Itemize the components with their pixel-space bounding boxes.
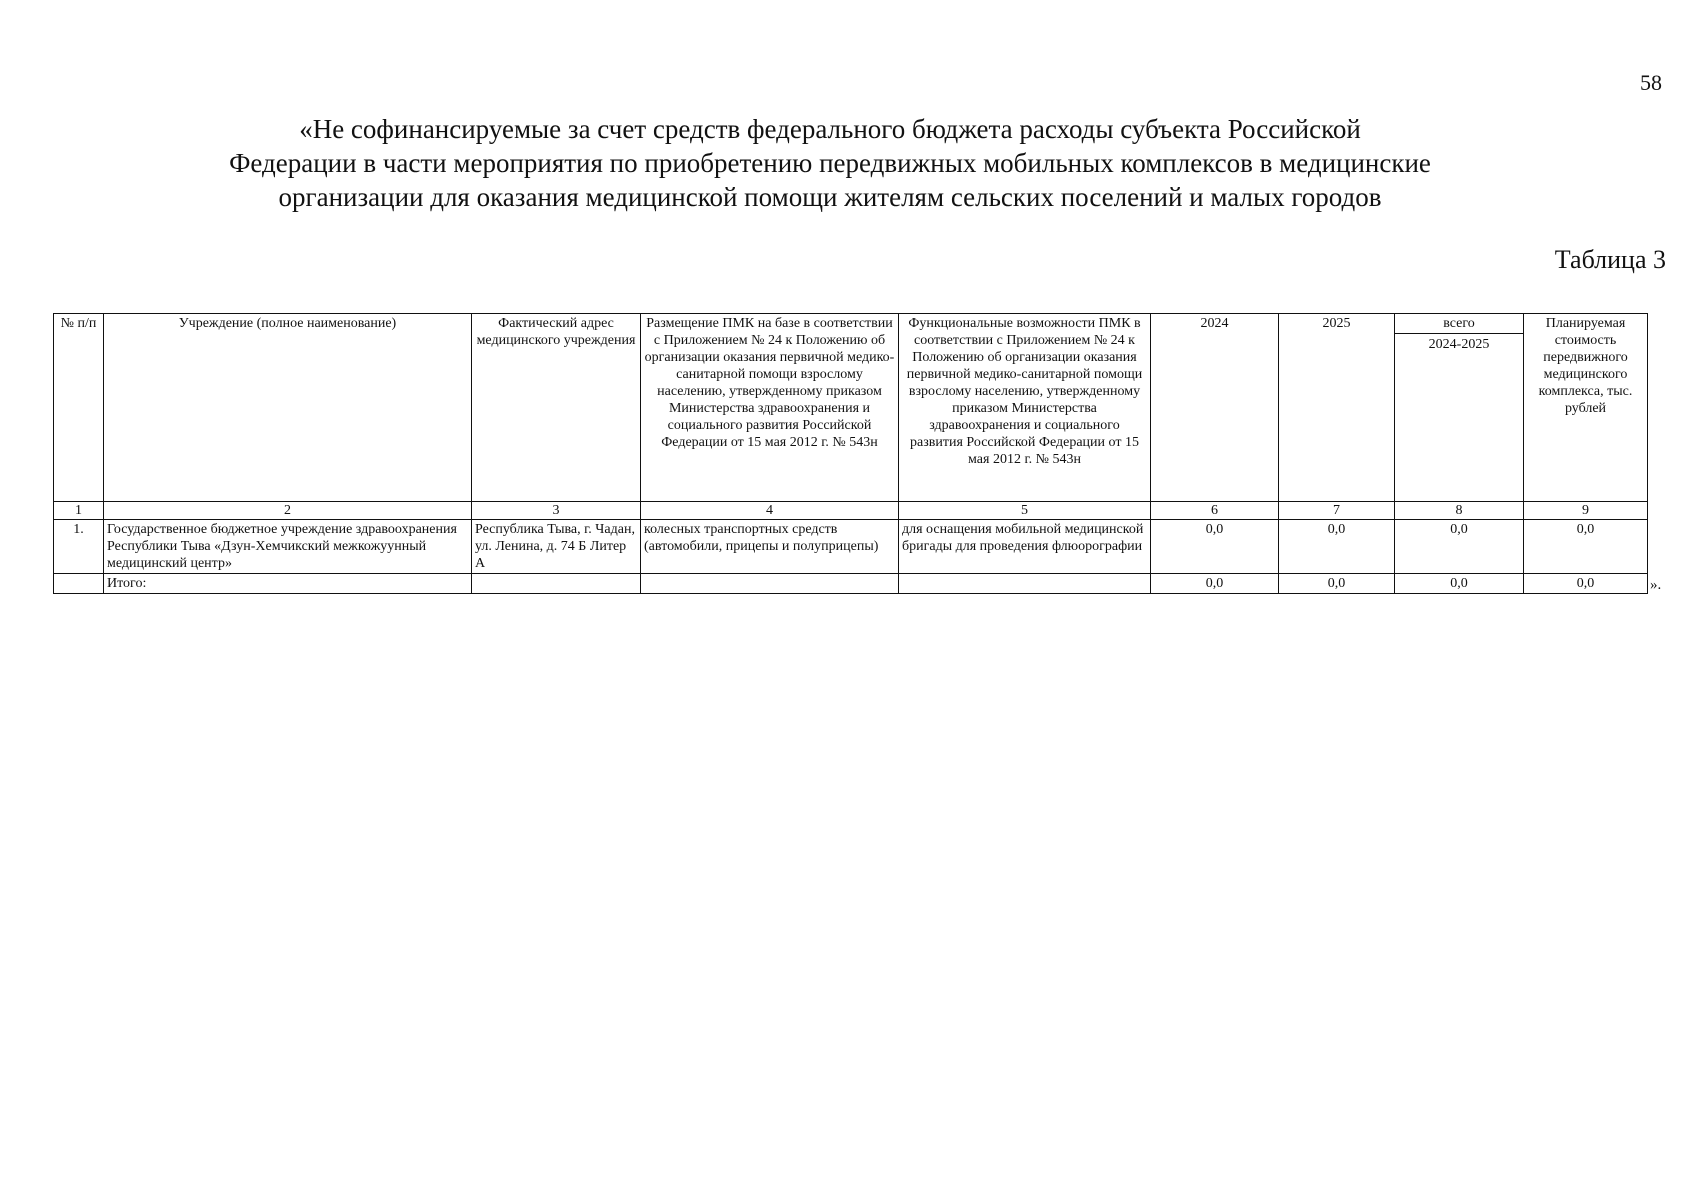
column-number: 1 xyxy=(54,502,104,520)
total-all: 0,0 xyxy=(1395,574,1524,594)
closing-quote: ». xyxy=(1650,577,1662,593)
expenses-table xyxy=(53,313,1648,594)
header-total xyxy=(1395,314,1524,502)
page-title xyxy=(180,112,1480,214)
total-cost: 0,0 xyxy=(1524,574,1648,594)
header-cost: Планируемая стоимость передвижного медицинского комплекса, тыс. рублей xyxy=(1524,314,1648,502)
title-line: «Не софинансируемые за счет средств федерального бюджета расходы субъекта Российской xyxy=(299,114,1361,144)
title-line: Федерации в части мероприятия по приобретению передвижных мобильных комплексов в медицинские xyxy=(229,148,1431,178)
total-row-empty xyxy=(899,574,1151,594)
header-num: № п/п xyxy=(54,314,104,502)
value-cost: 0,0 xyxy=(1524,520,1648,574)
total-2025: 0,0 xyxy=(1279,574,1395,594)
title-line: организации для оказания медицинской помощи жителям сельских поселений и малых городов xyxy=(278,182,1382,212)
header-2024: 2024 xyxy=(1151,314,1279,502)
header-placement: Размещение ПМК на базе в соответствии с Приложением № 24 к Положению об организации оказания первичной медико-санитарной помощи взрослому населению, утвержденному приказом Министерства здравоохранения и социального развития Российской Федерации от 15 мая 2012 г. № 543н xyxy=(641,314,899,502)
column-number: 7 xyxy=(1279,502,1395,520)
column-number: 3 xyxy=(472,502,641,520)
value-2025: 0,0 xyxy=(1279,520,1395,574)
column-number: 8 xyxy=(1395,502,1524,520)
column-number: 2 xyxy=(104,502,472,520)
header-total-period: 2024-2025 xyxy=(1428,337,1490,352)
header-row xyxy=(54,314,1648,502)
placement-cell: колесных транспортных средств (автомобили, прицепы и полуприцепы) xyxy=(641,520,899,574)
table-row xyxy=(54,520,1648,574)
address-cell: Республика Тыва, г. Чадан, ул. Ленина, д. 74 Б Литер А xyxy=(472,520,641,574)
value-2024: 0,0 xyxy=(1151,520,1279,574)
capabilities-cell: для оснащения мобильной медицинской бригады для проведения флюорографии xyxy=(899,520,1151,574)
header-2025: 2025 xyxy=(1279,314,1395,502)
total-row-empty xyxy=(54,574,104,594)
column-number: 4 xyxy=(641,502,899,520)
table-label: Таблица 3 xyxy=(1554,245,1666,274)
header-total-label: всего xyxy=(1395,315,1523,334)
column-number: 6 xyxy=(1151,502,1279,520)
row-number: 1. xyxy=(54,520,104,574)
header-capabilities: Функциональные возможности ПМК в соответствии с Приложением № 24 к Положению об организации оказания первичной медико-санитарной помощи взрослому населению, утвержденному приказом Министерства здравоохранения и социального развития Российской Федерации от 15 мая 2012 г. № 543н xyxy=(899,314,1151,502)
column-number: 9 xyxy=(1524,502,1648,520)
total-row-empty xyxy=(472,574,641,594)
total-row xyxy=(54,574,1648,594)
column-number-row xyxy=(54,502,1648,520)
total-row-empty xyxy=(641,574,899,594)
total-2024: 0,0 xyxy=(1151,574,1279,594)
total-label: Итого: xyxy=(104,574,472,594)
value-total: 0,0 xyxy=(1395,520,1524,574)
header-address: Фактический адрес медицинского учреждения xyxy=(472,314,641,502)
institution-cell: Государственное бюджетное учреждение здравоохранения Республики Тыва «Дзун-Хемчикский межкожуунный медицинский центр» xyxy=(104,520,472,574)
page-number: 58 xyxy=(1640,70,1662,95)
header-institution: Учреждение (полное наименование) xyxy=(104,314,472,502)
column-number: 5 xyxy=(899,502,1151,520)
